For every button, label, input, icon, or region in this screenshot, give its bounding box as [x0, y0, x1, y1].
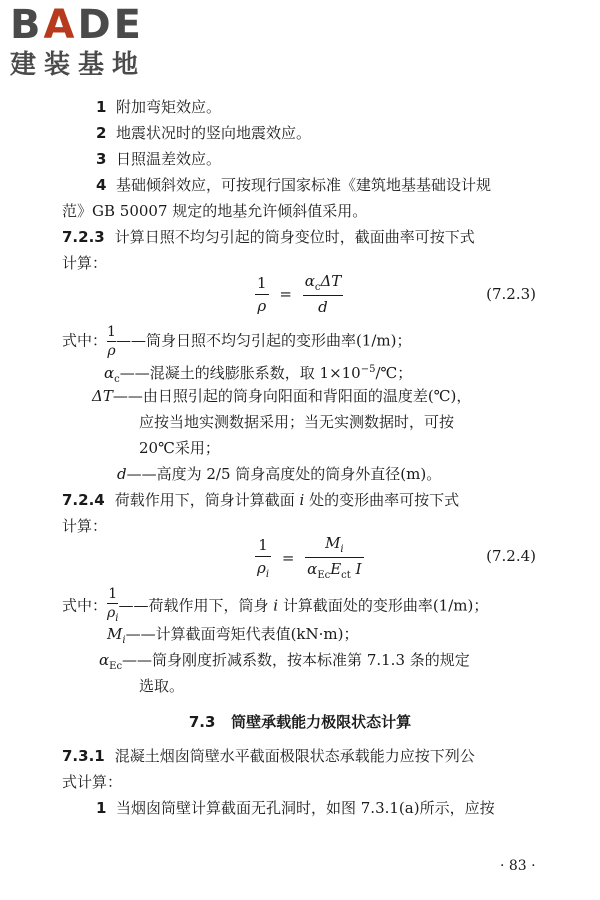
- definition-m-i: $M_i——$计算截面弯矩代表值(kN·m)；: [107, 625, 359, 646]
- definition-delta-t-cont: 20℃采用；: [139, 439, 220, 457]
- page-number: · 83 ·: [500, 858, 536, 874]
- publisher-logo: [10, 4, 180, 84]
- list-item: 1 附加弯矩效应。: [96, 98, 221, 116]
- definition-delta-t: ΔT——由日照引起的筒身向阳面和背阳面的温度差(℃)，: [92, 387, 472, 405]
- where-label: 式中：$\frac{1}{\rho_i}——$荷载作用下，筒身 i 计算截面处的变形曲率(1/m)；: [62, 586, 489, 624]
- where-label: 式中：$\frac{1}{\rho}——$筒身日照不均匀引起的变形曲率(1/m)；: [62, 324, 412, 359]
- list-item: 1 当烟囱筒壁计算截面无孔洞时，如图 7.3.1(a)所示，应按: [96, 799, 495, 817]
- definition-delta-t-cont: 应按当地实测数据采用；当无实测数据时，可按: [139, 413, 455, 431]
- definition-d: d——高度为 2/5 筒身高度处的筒身外直径(m)。: [117, 465, 442, 483]
- logo-subtitle: 建装基地: [10, 50, 147, 80]
- clause-7-2-4: 7.2.4 荷载作用下，筒身计算截面 i 处的变形曲率可按下式: [62, 491, 460, 509]
- definition-alpha-c: $\alpha_c——$混凝土的线膨胀系数，取 $1\times 10^{-5}/℃$；: [104, 364, 413, 385]
- clause-7-2-3: 7.2.3 计算日照不均匀引起的筒身变位时，截面曲率可按下式: [62, 228, 475, 246]
- equation-number: (7.2.4): [486, 547, 536, 565]
- definition-alpha-ec-cont: 选取。: [139, 677, 185, 695]
- list-item: 3 日照温差效应。: [96, 150, 221, 168]
- clause-7-2-3-cont: 计算：: [62, 254, 108, 272]
- clause-7-3-1-cont: 式计算：: [62, 773, 123, 791]
- logo-wordmark: BADE: [10, 2, 144, 48]
- list-item: 2 地震状况时的竖向地震效应。: [96, 124, 311, 142]
- equation-7-2-3: $\frac{1}{\rho}$ = $\frac{\alpha_c\Delta T}{d}$: [257, 272, 342, 316]
- equation-number: (7.2.3): [486, 285, 536, 303]
- clause-7-3-1: 7.3.1 混凝土烟囱筒壁水平截面极限状态承载能力应按下列公: [62, 747, 475, 765]
- definition-alpha-ec: $\alpha_{Ec}——$筒身刚度折减系数，按本标准第 7.1.3 条的规定: [99, 651, 470, 672]
- section-heading: 7.3 筒壁承载能力极限状态计算: [188, 713, 412, 731]
- list-item-continuation: 范》GB 50007 规定的地基允许倾斜值采用。: [62, 202, 368, 220]
- list-item: 4 基础倾斜效应，可按现行国家标准《建筑地基基础设计规: [96, 176, 491, 194]
- clause-7-2-4-cont: 计算：: [62, 517, 108, 535]
- equation-7-2-4: $\frac{1}{\rho_i}$ = $\frac{M_i}{\alpha_{Ec}E_{ct} I}$: [257, 534, 362, 581]
